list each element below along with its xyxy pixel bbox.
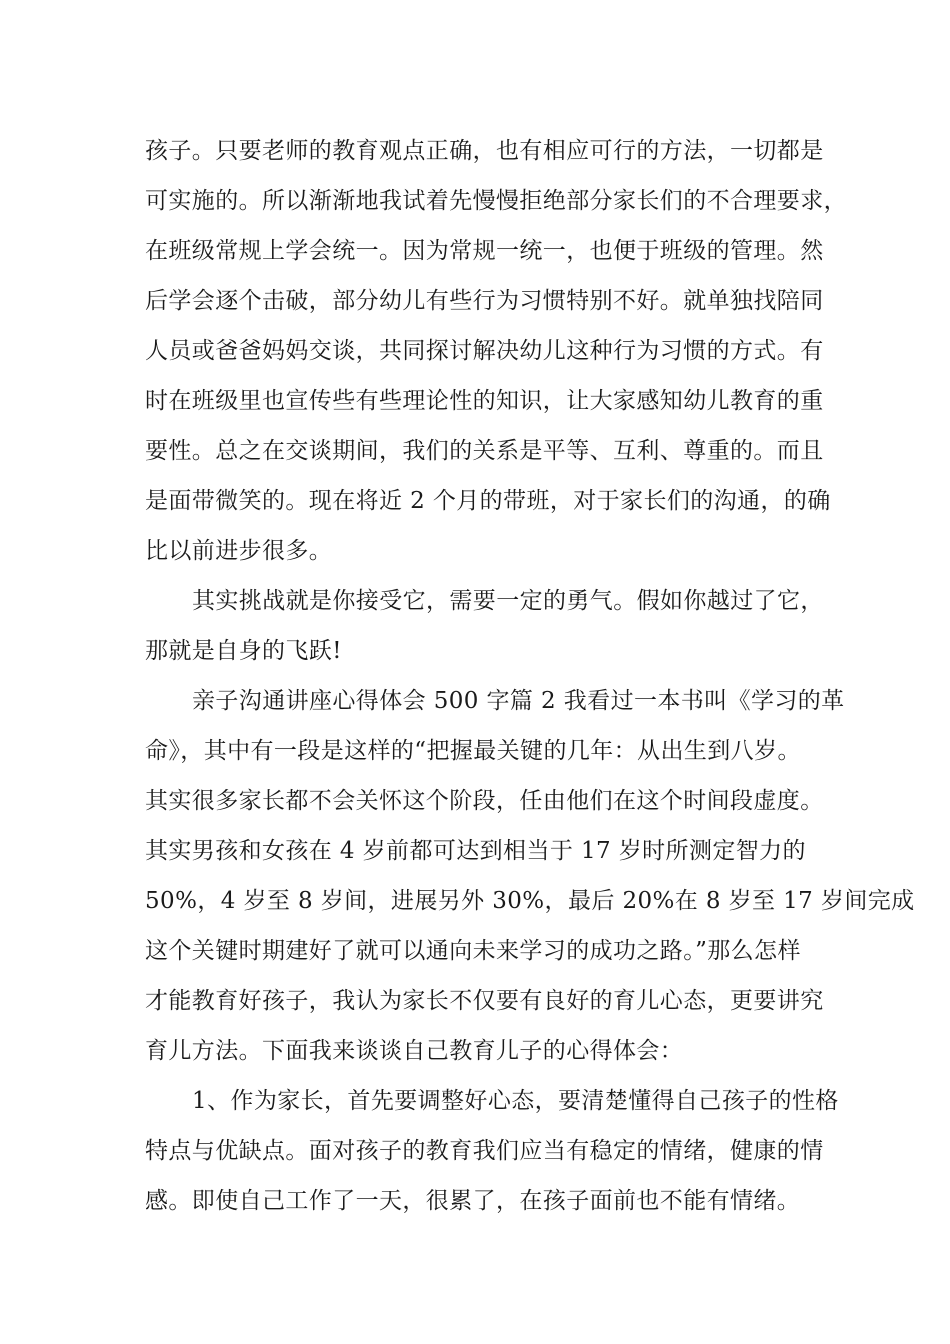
text-line: 其实男孩和女孩在 4 岁前都可达到相当于 17 岁时所测定智力的 [145,838,806,864]
text-line: 感。即使自己工作了一天，很累了，在孩子面前也不能有情绪。 [145,1188,801,1214]
text-line: 人员或爸爸妈妈交谈，共同探讨解决幼儿这种行为习惯的方式。有 [145,338,824,364]
text-line: 育儿方法。下面我来谈谈自己教育儿子的心得体会： [145,1038,684,1064]
text-line: 亲子沟通讲座心得体会 500 字篇 2 我看过一本书叫《学习的革 [192,688,845,714]
text-line: 时在班级里也宣传些有些理论性的知识，让大家感知幼儿教育的重 [145,388,824,414]
text-line: 那就是自身的飞跃! [145,638,342,664]
text-line: 要性。总之在交谈期间，我们的关系是平等、互利、尊重的。而且 [145,438,824,464]
text-line: 1、作为家长，首先要调整好心态，要清楚懂得自己孩子的性格 [192,1088,839,1114]
text-line: 命》，其中有一段是这样的“把握最关键的几年：从出生到八岁。 [145,738,801,764]
text-line: 可实施的。所以渐渐地我试着先慢慢拒绝部分家长们的不合理要求， [145,188,847,214]
text-line: 50%，4 岁至 8 岁间，进展另外 30%，最后 20%在 8 岁至 17 岁间完成 [145,888,915,914]
text-line: 比以前进步很多。 [145,538,333,564]
text-line: 孩子。只要老师的教育观点正确，也有相应可行的方法，一切都是 [145,138,824,164]
text-line: 其实很多家长都不会关怀这个阶段，任由他们在这个时间段虚度。 [145,788,824,814]
text-line: 后学会逐个击破，部分幼儿有些行为习惯特别不好。就单独找陪同 [145,288,824,314]
text-line: 特点与优缺点。面对孩子的教育我们应当有稳定的情绪，健康的情 [145,1138,824,1164]
text-line: 在班级常规上学会统一。因为常规一统一，也便于班级的管理。然 [145,238,824,264]
text-line: 这个关键时期建好了就可以通向未来学习的成功之路。”那么怎样 [145,938,801,964]
text-line: 是面带微笑的。现在将近 2 个月的带班，对于家长们的沟通，的确 [145,488,831,514]
text-line: 才能教育好孩子，我认为家长不仅要有良好的育儿心态，更要讲究 [145,988,824,1014]
text-line: 其实挑战就是你接受它，需要一定的勇气。假如你越过了它， [192,588,824,614]
